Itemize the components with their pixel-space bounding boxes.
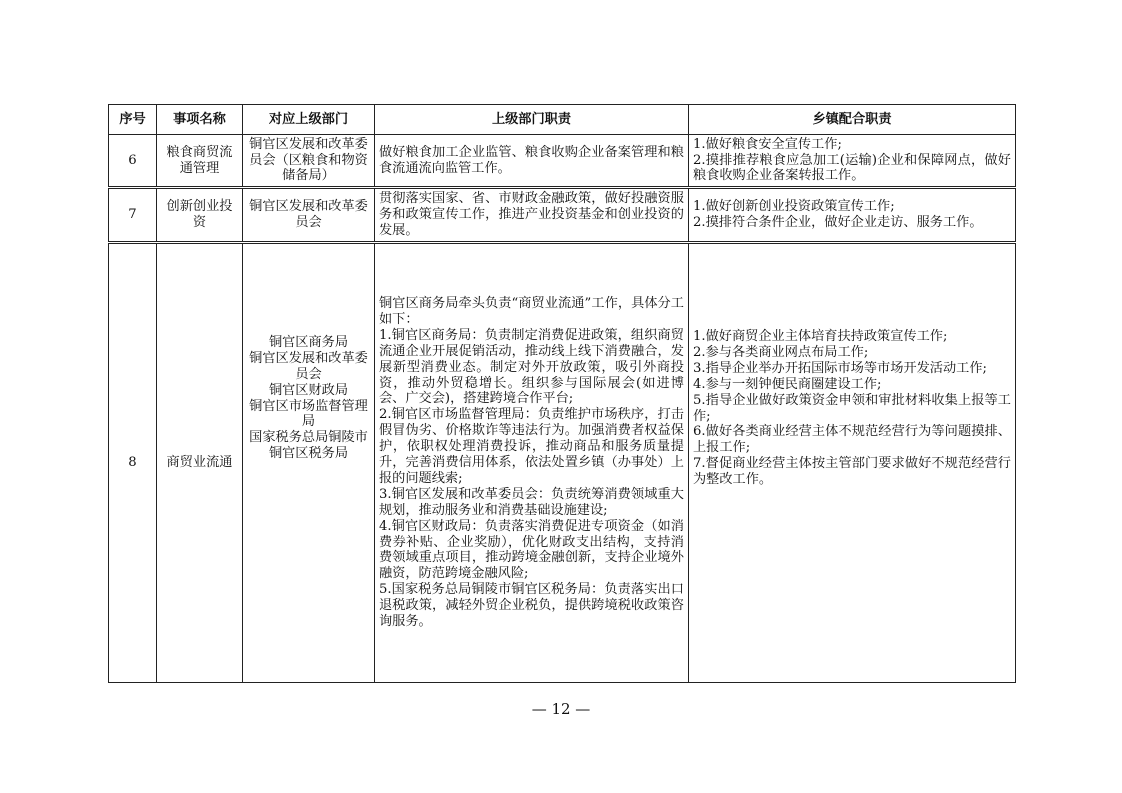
page-number: — 12 — [531, 700, 591, 718]
header-item: 事项名称 [157, 105, 243, 135]
township-line: 1.做好粮食安全宣传工作; [693, 136, 842, 152]
responsibility-table [108, 104, 1016, 683]
row-no: 8 [109, 243, 157, 683]
row-township [689, 243, 1016, 683]
dept-line: 铜官区发展和改革委员会 [249, 350, 368, 382]
duty-line: 5.国家税务总局铜陵市铜官区税务局：负责落实出口退税政策，减轻外贸企业税负，提供跨境税收政策咨询服务。 [379, 582, 684, 630]
table-row [109, 188, 1016, 243]
row-dept: 铜官区发展和改革委员会（区粮食和物资储备局） [243, 135, 375, 188]
table-row [109, 243, 1016, 683]
row-duty [375, 188, 689, 243]
duty-line: 贯彻落实国家、省、市财政金融政策，做好投融资服务和政策宣传工作，推进产业投资基金和创业投资的发展。 [379, 191, 684, 238]
table-row [109, 135, 1016, 188]
header-no: 序号 [109, 105, 157, 135]
duty-line: 1.铜官区商务局：负责制定消费促进政策，组织商贸流通企业开展促销活动，推动线上线下消费融合，发展新型消费业态。制定对外开放政策，吸引外商投资，推动外贸稳增长。组织参与国际展会(如进博会、广交会)，搭建跨境合作平台; [379, 327, 684, 407]
header-dept: 对应上级部门 [243, 105, 375, 135]
row-dept [243, 243, 375, 683]
township-line: 2.摸排推荐粮食应急加工(运输)企业和保障网点，做好粮食收购企业备案转报工作。 [693, 152, 1011, 184]
township-line: 2.参与各类商业网点布局工作; [693, 344, 869, 360]
dept-line: 铜官区商务局 [268, 334, 349, 350]
duty-line: 铜官区商务局牵头负责“商贸业流通”工作，具体分工如下： [379, 295, 684, 327]
dept-line: 铜官区财政局 [268, 382, 349, 398]
township-line: 7.督促商业经营主体按主管部门要求做好不规范经营行为整改工作。 [693, 456, 1011, 488]
row-dept: 铜官区发展和改革委员会 [243, 188, 375, 243]
row-township [689, 135, 1016, 188]
township-line: 4.参与一刻钟便民商圈建设工作; [693, 376, 882, 392]
duty-line: 4.铜官区财政局：负责落实消费促进专项资金（如消费券补贴、企业奖励），优化财政支出结构，支持消费领域重点项目，推动跨境金融创新，支持企业境外融资，防范跨境金融风险; [379, 518, 684, 582]
township-line: 1.做好商贸企业主体培育扶持政策宣传工作; [693, 328, 948, 344]
duty-line: 做好粮食加工企业监管、粮食收购企业备案管理和粮食流通流向监管工作。 [379, 144, 684, 176]
row-no: 6 [109, 135, 157, 188]
duty-line: 2.铜官区市场监督管理局：负责维护市场秩序，打击假冒伪劣、价格欺诈等违法行为。加强消费者权益保护，依职权处理消费投诉，推动商品和服务质量提升，完善消费信用体系，依法处置乡镇（办事处）上报的问题线索; [379, 407, 684, 486]
row-duty [375, 243, 689, 683]
township-line: 2.摸排符合条件企业，做好企业走访、服务工作。 [693, 215, 983, 230]
township-line: 1.做好创新创业投资政策宣传工作; [693, 199, 895, 215]
table-header-row [109, 105, 1016, 135]
township-line: 5.指导企业做好政策资金申领和审批材料收集上报等工作; [693, 392, 1011, 424]
row-duty [375, 135, 689, 188]
township-line: 6.做好各类商业经营主体不规范经营行为等问题摸排、上报工作; [693, 424, 1011, 456]
duty-line: 3.铜官区发展和改革委员会：负责统筹消费领域重大规划，推动服务业和消费基础设施建设; [379, 486, 684, 518]
row-item: 粮食商贸流通管理 [157, 135, 243, 188]
township-line: 3.指导企业举办开拓国际市场等市场开发活动工作; [693, 360, 987, 376]
row-no: 7 [109, 188, 157, 243]
row-item: 商贸业流通 [157, 243, 243, 683]
header-duty: 上级部门职责 [375, 105, 689, 135]
row-township [689, 188, 1016, 243]
row-item: 创新创业投资 [157, 188, 243, 243]
dept-line: 铜官区市场监督管理局 [249, 398, 368, 430]
header-township: 乡镇配合职责 [689, 105, 1016, 135]
dept-line: 国家税务总局铜陵市铜官区税务局 [249, 430, 368, 462]
